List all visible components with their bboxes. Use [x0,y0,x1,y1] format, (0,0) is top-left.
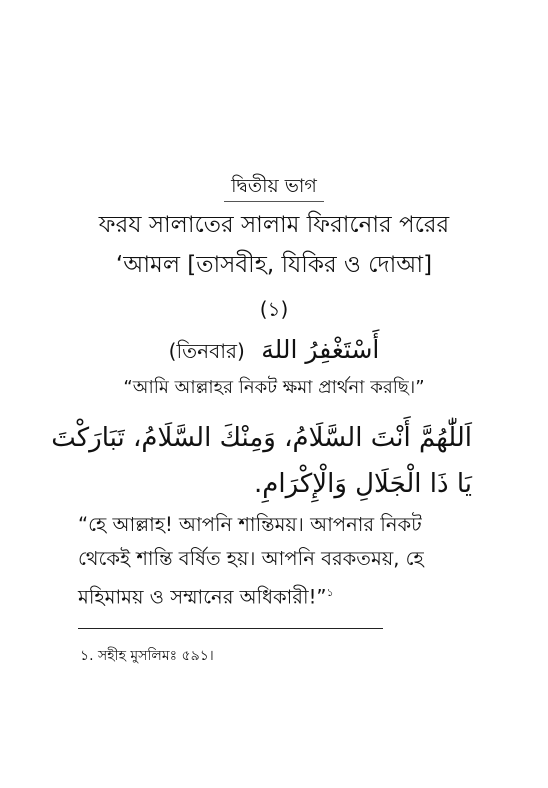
footnote-divider [78,628,383,629]
part-label-underline [224,201,324,202]
chapter-title-line-1: ফরয সালাতের সালাম ফিরানোর পরের [98,212,450,238]
section-number: (১) [259,297,289,321]
chapter-title-line-2: ‘আমল [তাসবীহ, যিকির ও দোআ] [115,252,433,278]
repeat-count-label: (তিনবার) [168,339,245,363]
istighfar-row [0,332,548,369]
dua-translation [78,508,470,615]
footnote-reference: ১ [326,586,334,599]
footnote: ১. সহীহ মুসলিমঃ ৫৯১। [80,648,214,664]
dua-arabic-line-1: اَللّٰهُمَّ أَنْتَ السَّلَامُ، وَمِنْكَ السَّلَامُ، تَبَارَكْتَ [51,423,472,453]
istighfar-arabic: أَسْتَغْفِرُ اللهَ [261,335,380,364]
dua-translation-text: “হে আল্লাহ! আপনি শান্তিময়। আপনার নিকট থেকেই শান্তি বর্ষিত হয়। আপনি বরকতময়, হে মহিমাময় ও সম্মানের অধিকারী!” [78,513,424,609]
dua-arabic-line-2: يَا ذَا الْجَلَالِ وَالْإِكْرَامِ. [253,469,472,499]
part-label: দ্বিতীয় ভাগ [231,175,317,197]
istighfar-translation: “আমি আল্লাহর নিকট ক্ষমা প্রার্থনা করছি।” [123,377,425,398]
